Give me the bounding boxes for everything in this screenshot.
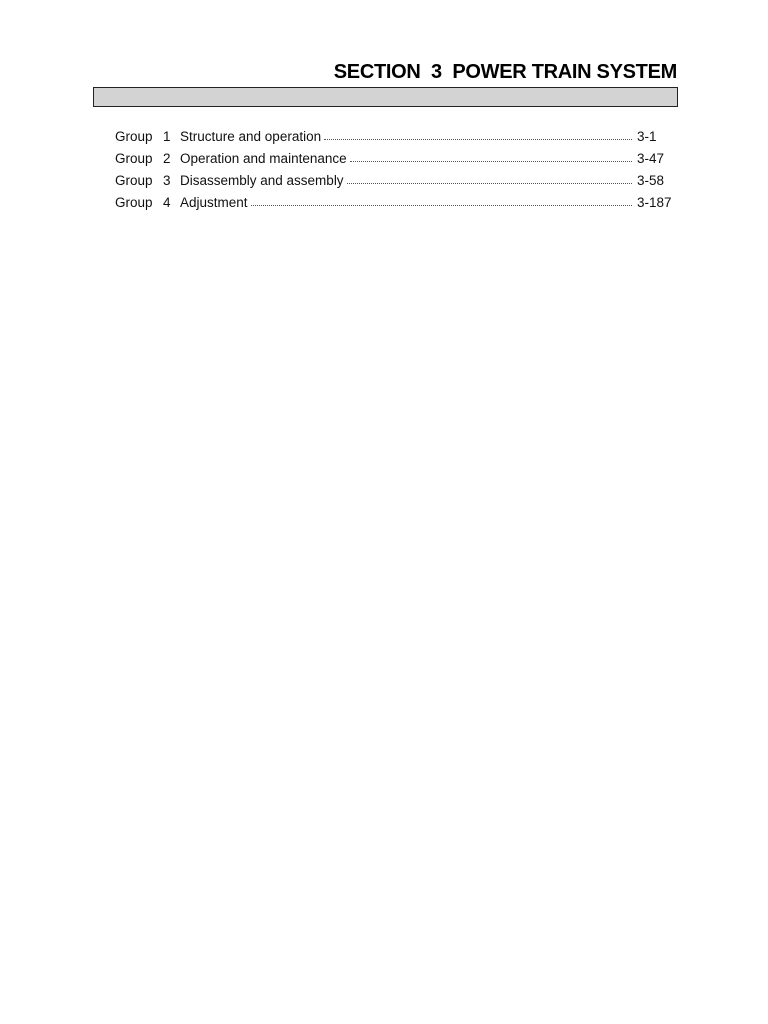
section-title: SECTION 3 POWER TRAIN SYSTEM bbox=[333, 61, 677, 83]
toc-entry-title: Operation and maintenance bbox=[180, 151, 347, 166]
toc-page-number: 3-1 bbox=[637, 129, 657, 144]
toc-entry-title: Structure and operation bbox=[180, 129, 322, 144]
toc-entry-title: Disassembly and assembly bbox=[180, 173, 344, 188]
toc-page-number: 3-47 bbox=[637, 151, 665, 166]
toc-group-number: 3 bbox=[163, 173, 171, 188]
toc-dot-leader bbox=[347, 183, 632, 184]
table-of-contents bbox=[115, 126, 675, 214]
toc-dot-leader bbox=[324, 139, 632, 140]
toc-group-label: Group bbox=[115, 129, 153, 144]
toc-group-number: 4 bbox=[163, 195, 171, 210]
toc-entry[interactable] bbox=[115, 148, 675, 170]
toc-entry[interactable] bbox=[115, 126, 675, 148]
toc-page-number: 3-187 bbox=[637, 195, 672, 210]
toc-entry[interactable] bbox=[115, 170, 675, 192]
toc-dot-leader bbox=[350, 161, 632, 162]
toc-dot-leader bbox=[251, 205, 632, 206]
toc-entry[interactable] bbox=[115, 192, 675, 214]
toc-group-number: 1 bbox=[163, 129, 171, 144]
toc-group-label: Group bbox=[115, 195, 153, 210]
toc-group-number: 2 bbox=[163, 151, 171, 166]
section-title-bar bbox=[93, 87, 678, 107]
toc-group-label: Group bbox=[115, 173, 153, 188]
toc-page-number: 3-58 bbox=[637, 173, 665, 188]
toc-group-label: Group bbox=[115, 151, 153, 166]
toc-entry-title: Adjustment bbox=[180, 195, 248, 210]
